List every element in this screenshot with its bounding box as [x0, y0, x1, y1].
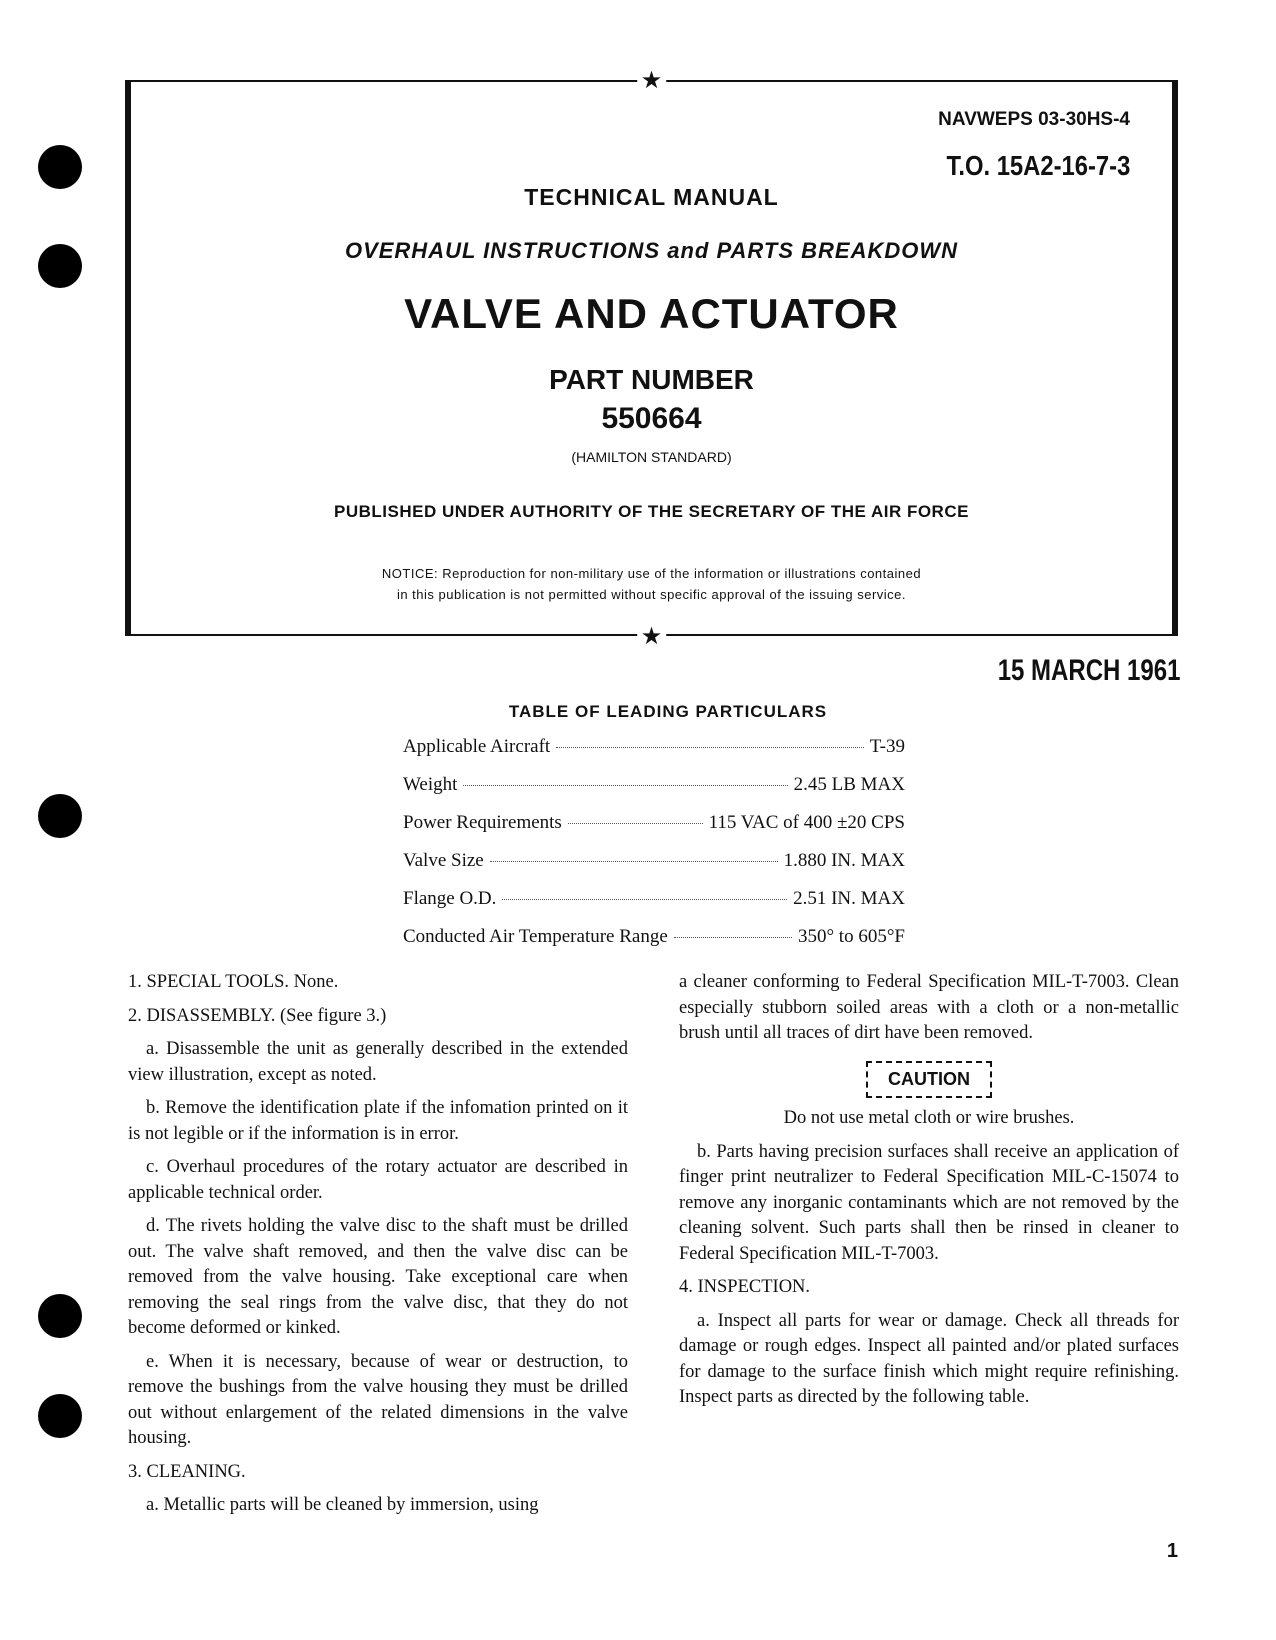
paragraph: d. The rivets holding the valve disc to the shaft must be drilled out. The valve shaft removed, and then the valve disc can be removed from the valve housing. Take exceptional care when removing the seal rings from the valve disc, that they do not become deformed or kinked. — [128, 1216, 628, 1338]
particular-row: Valve Size 1.880 IN. MAX — [403, 850, 905, 871]
paragraph: b. Parts having precision surfaces shall receive an application of finger print neutralizer to Federal Specification MIL-C-15074 to remove any inorganic contaminants which are not removed by the cleaning solvent. Such parts shall then be rinsed in cleaner to Federal Specification MIL-T-7003. — [679, 1141, 1179, 1264]
paragraph: c. Overhaul procedures of the rotary actuator are described in applicable technical order. — [128, 1157, 628, 1203]
title-frame — [125, 66, 1178, 650]
star-icon: ★ — [637, 68, 667, 92]
star-icon: ★ — [637, 624, 667, 648]
binder-hole — [38, 244, 82, 288]
notice: NOTICE: Reproduction for non-military use of the information or illustrations contained in this publication is not permitted without specific approval of the issuing service. — [381, 566, 922, 602]
paragraph: a. Metallic parts will be cleaned by immersion, using — [146, 1495, 539, 1515]
authority-statement: PUBLISHED UNDER AUTHORITY OF THE SECRETARY OF THE AIR FORCE — [334, 502, 969, 521]
left-column — [128, 970, 628, 1527]
particular-row: Power Requirements 115 VAC of 400 ±20 CPS — [403, 812, 905, 833]
publication-date: 15 MARCH 1961 — [997, 654, 1180, 687]
paragraph: a. Inspect all parts for wear or damage. Check all threads for damage or rough edges. Inspect all painted and/or plated surfaces for damage to the surface finish which might require refinishing. Inspect parts as directed by the following table. — [679, 1310, 1179, 1407]
binder-hole — [38, 1294, 82, 1338]
caution-box — [679, 1061, 1179, 1099]
binder-hole — [38, 145, 82, 189]
navweps-number: NAVWEPS 03-30HS-4 — [938, 109, 1130, 130]
paragraph: a cleaner conforming to Federal Specification MIL-T-7003. Clean especially stubborn soiled areas with a cloth or a non-metallic brush until all traces of dirt have been removed. — [679, 972, 1179, 1043]
binder-hole — [38, 794, 82, 838]
section-cleaning: 3. CLEANING. — [128, 1461, 246, 1482]
document-title: VALVE AND ACTUATOR — [404, 290, 899, 337]
particular-row: Weight 2.45 LB MAX — [403, 774, 905, 795]
particular-row: Applicable Aircraft T-39 — [403, 736, 905, 757]
part-number-label: PART NUMBER — [549, 364, 754, 395]
right-column — [679, 970, 1179, 1419]
caution-text: Do not use metal cloth or wire brushes. — [783, 1108, 1075, 1128]
section-disassembly: 2. DISASSEMBLY. (See figure 3.) — [128, 1005, 387, 1026]
binder-hole — [38, 1394, 82, 1438]
manual-subtitle: OVERHAUL INSTRUCTIONS and PARTS BREAKDOWN — [344, 238, 959, 263]
manufacturer: (HAMILTON STANDARD) — [571, 449, 732, 465]
paragraph: a. Disassemble the unit as generally described in the extended view illustration, except as noted. — [128, 1039, 628, 1085]
page-number: 1 — [1166, 1540, 1178, 1562]
particular-row: Flange O.D. 2.51 IN. MAX — [403, 888, 905, 909]
particular-row: Conducted Air Temperature Range 350° to 605°F — [403, 926, 905, 947]
paragraph: e. When it is necessary, because of wear or destruction, to remove the bushings from the valve housing they must be drilled out without enlargement of the related dimensions in the valve housing. — [128, 1351, 628, 1448]
leading-particulars-table — [403, 736, 905, 964]
leading-particulars-heading: TABLE OF LEADING PARTICULARS — [508, 702, 828, 721]
caution-label: CAUTION — [866, 1061, 992, 1099]
section-special-tools: 1. SPECIAL TOOLS. None. — [128, 972, 339, 992]
part-number: 550664 — [601, 402, 702, 435]
manual-type: TECHNICAL MANUAL — [524, 184, 779, 210]
section-inspection: 4. INSPECTION. — [679, 1277, 811, 1297]
paragraph: b. Remove the identification plate if the infomation printed on it is not legible or if the information is in error. — [128, 1098, 628, 1144]
to-number: T.O. 15A2-16-7-3 — [946, 150, 1130, 181]
